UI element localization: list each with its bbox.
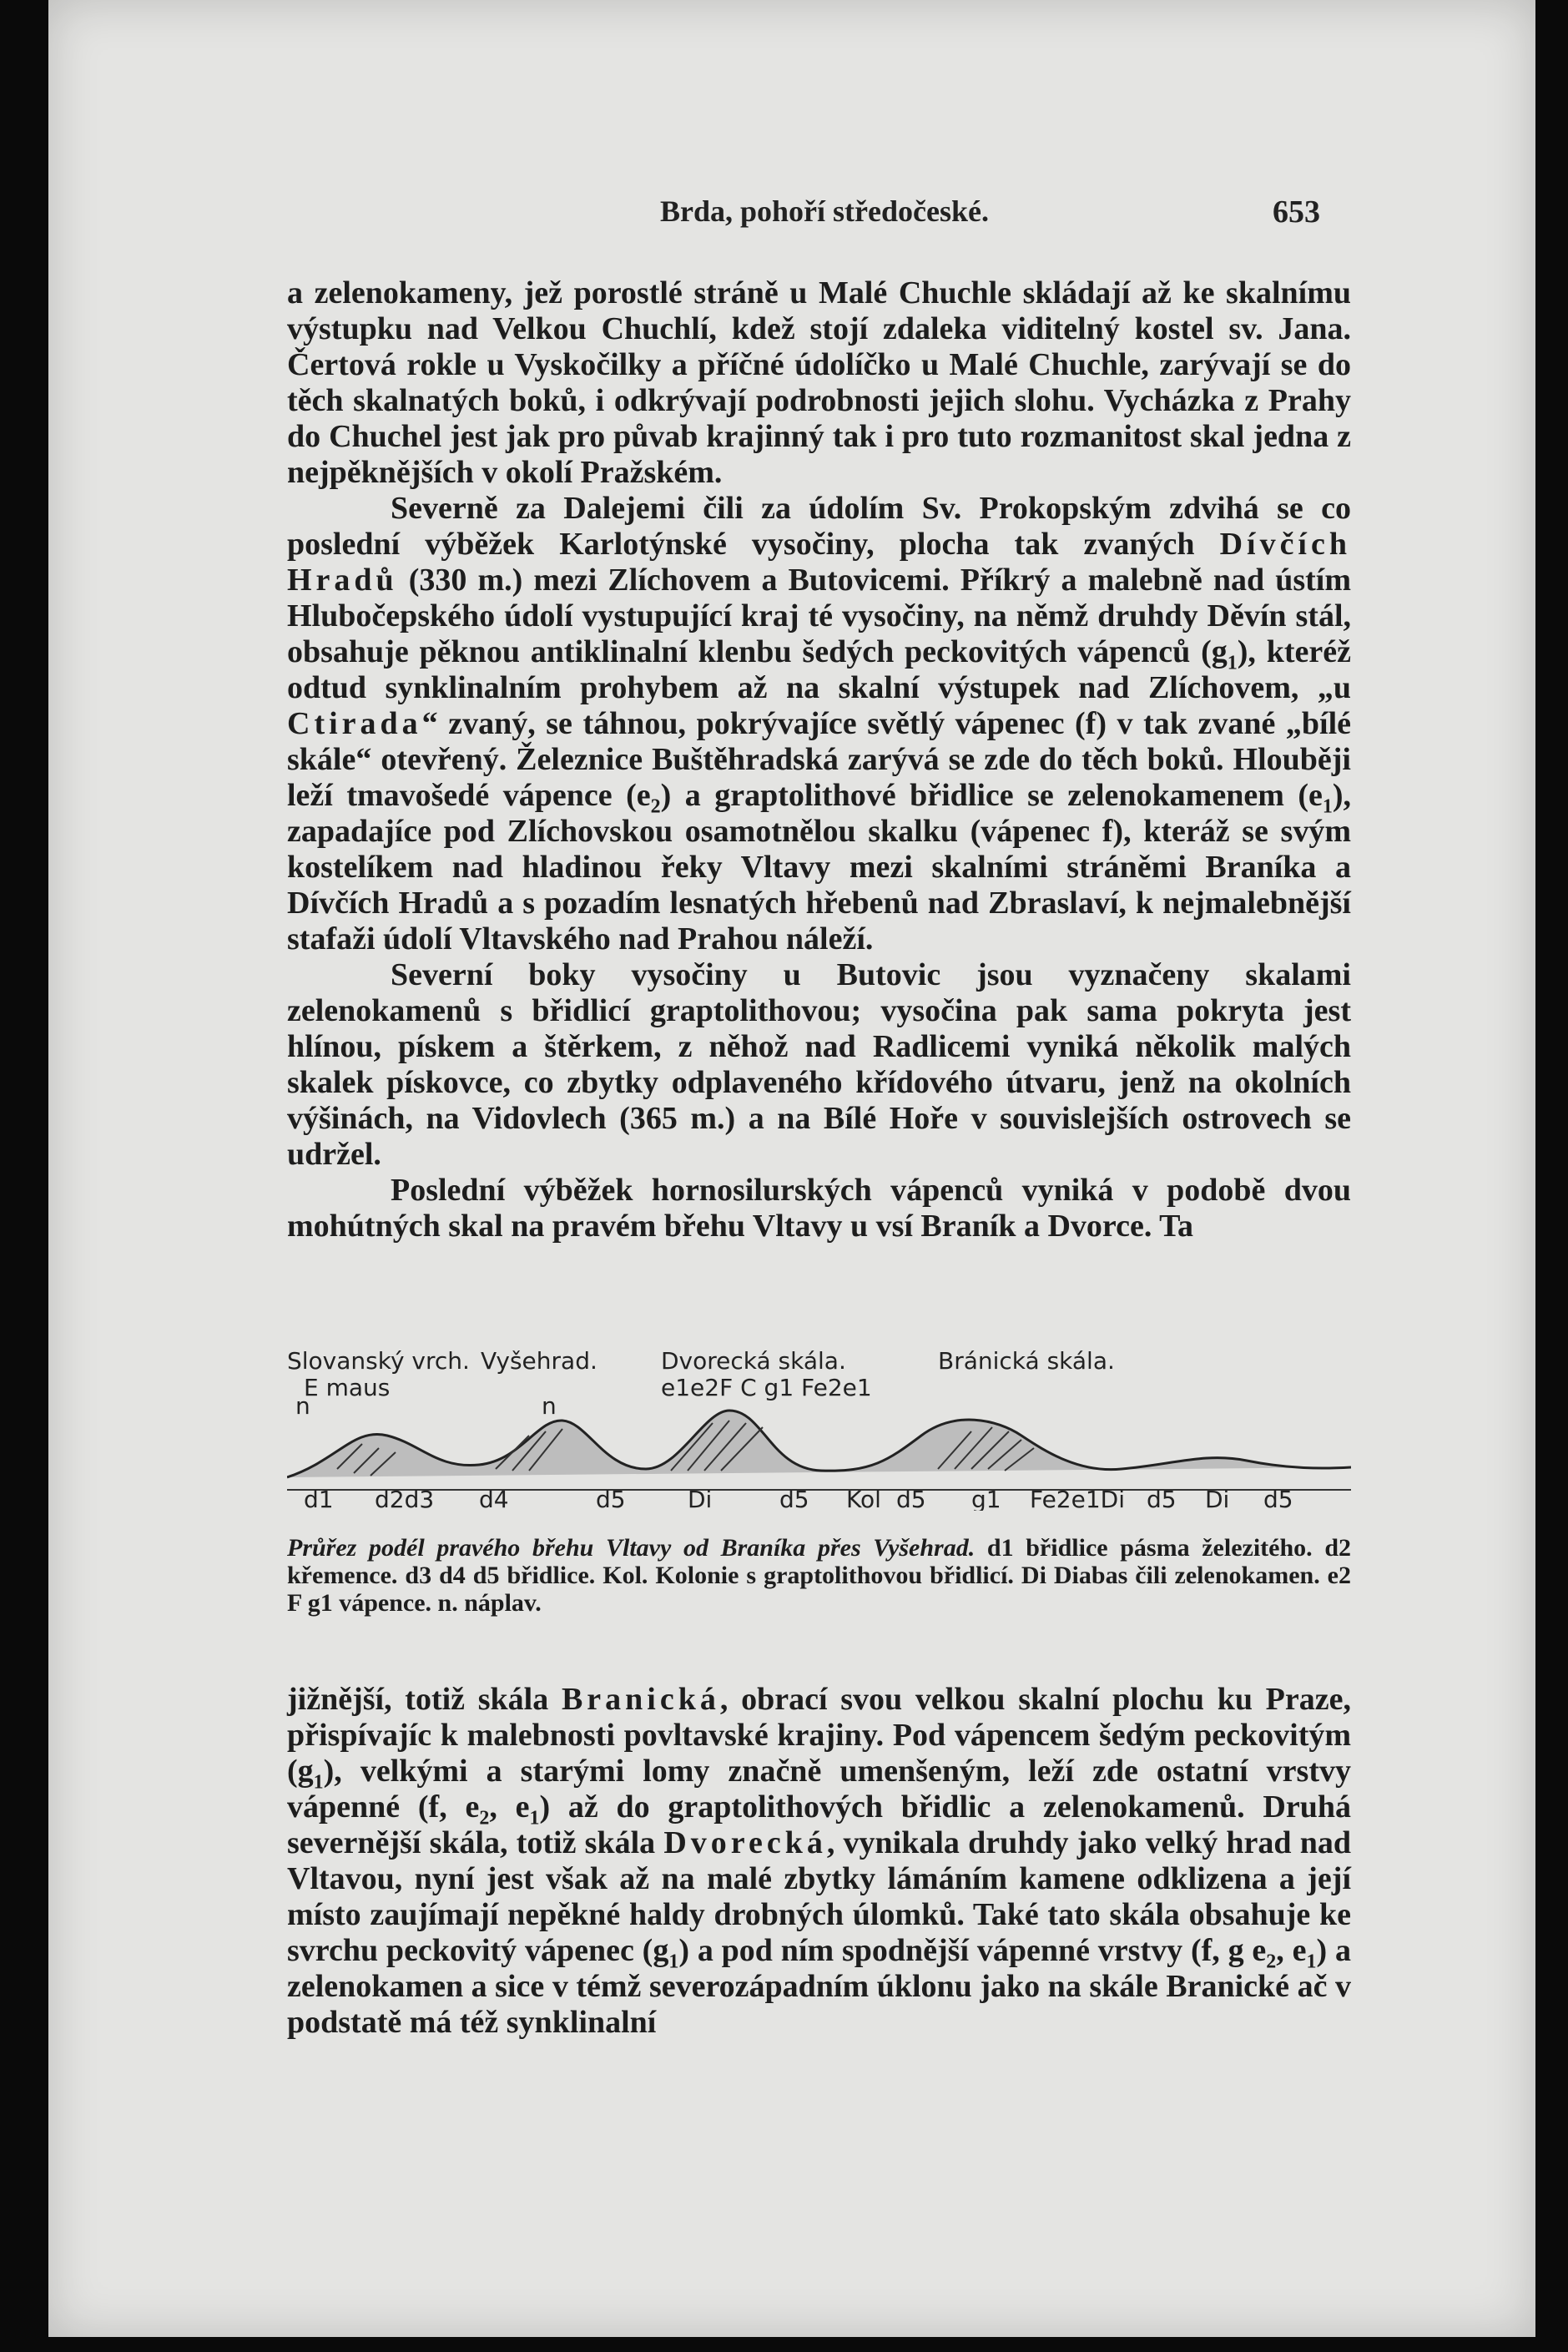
caption-title: Průřez podél pravého břehu Vltavy od Braníka přes Vyšehrad. [287,1534,976,1562]
svg-text:Kol: Kol [846,1486,881,1511]
page-number: 653 [1273,194,1320,230]
svg-text:d5: d5 [596,1486,626,1511]
book-page [48,0,1535,2337]
paragraph: Severně za Dalejemi čili za údolím Sv. Prokopským zdvihá se co poslední výběžek Karlotýnské vysočiny, plocha tak zvaných Dívčích Hradů (330 m.) mezi Zlíchovem a Butovicemi. Příkrý a malebně nad ústím Hlubočepského údolí vystupující kraj té vysočiny, na němž druhdy Děvín stál, obsahuje pěknou antiklinalní klenbu šedých peckovitých vápenců $(g_1)$, kteréž odtud synklinalním prohybem až na skalní výstupek nad Zlíchovem, „u Ctirada“ zvaný, se táhnou, pokrývajíce světlý vápenec (f) v tak zvané „bílé skále“ otevřený. Železnice Buštěhradská zarývá se zde do těch boků. Hlouběji leží tmavošedé vápence $(e_2)$ a graptolithové břidlice se zelenokamenem $(e_1)$, zapadajíce pod Zlíchovskou osamotnělou skalku (vápenec f), kteráž se svým kostelíkem nad hladinou řeky Vltavy mezi skalními stráněmi Braníka a Dívčích Hradů a s pozadím lesnatých hřebenů nad Zbraslaví, k nejmalebnější stafaži údolí Vltavského nad Prahou náleží. [287,491,1352,956]
svg-text:d5: d5 [1147,1486,1177,1511]
paragraph: jižnější, totiž skála Branická, obrací svou velkou skalní plochu ku Praze, přispívajíc k malebnosti povltavské krajiny. Pod vápencem šedým peckovitým $(g_1)$, velkými a starými lomy značně umenšeným, leží zde ostatní vrstvy vápenné (f, $e_2$, $e_1$) až do graptolithových břidlic a zelenokamenů. Druhá severnější skála, totiž skála Dvorecká, vynikala druhdy jako velký hrad nad Vltavou, nyní jest však až na malé zbytky lámáním kamene odklizena a její místo zaujímají nepěkné haldy drobných úlomků. Také tato skála obsahuje ke svrchu peckovitý vápenec $(g_1)$ a pod ním spodnější vápenné vrstvy (f, g $e_2$, $e_1$) a zelenokamen a sice v témž severozápadním úklonu jako na skále Branické ač v podstatě má též synklinalní [287,1682,1352,2040]
svg-text:d1: d1 [304,1486,334,1511]
caption-text: d1 břidlice pásma železitého. d2 křemence. d3 d4 d5 břidlice. Kol. Kolonie s graptolithovou břidlicí. Di Diabas čili zelenokamen. e2 F g1 vápence. n. náplav. [287,1534,1351,1617]
paragraph: a zelenokameny, jež porostlé stráně u Malé Chuchle skládají až ke skalnímu výstupku nad Velkou Chuchlí, kdež stojí zdaleka viditelný kostel sv. Jana. Čertová rokle u Vyskočilky a příčné údolíčko u Malé Chuchle, zarývají se do těch skalnatých boků, i odkrývají podrobnosti jejich slohu. Vycházka z Prahy do Chuchel jest jak pro půvab krajinný tak i pro tuto rozmanitost skal jedna z nejpěknějších v okolí Pražském. [287,275,1351,490]
figure-caption [287,1534,1351,1617]
svg-text:d5: d5 [779,1486,809,1511]
body-text-bottom [287,1682,1351,2041]
svg-text:d5: d5 [896,1486,926,1511]
cross-section-diagram [287,1344,1351,1511]
label-naplav: n [295,1392,310,1420]
label-naplav: n [542,1392,557,1420]
svg-text:d2d3: d2d3 [375,1486,435,1511]
body-text-top [287,275,1351,1244]
paragraph: Poslední výběžek hornosilurských vápenců vyniká v podobě dvou mohútných skal na pravém břehu Vltavy u vsí Braník a Dvorce. Ta [287,1173,1351,1244]
running-head: Brda, pohoří středočeské. [660,194,989,228]
label-vysehrad: Vyšehrad. [481,1347,597,1375]
label-slovansky-vrch: Slovanský vrch. [287,1347,470,1375]
terrain-profile [287,1411,1351,1477]
label-dvorecka-skala: Dvorecká skála. [661,1347,846,1375]
svg-text:Di: Di [1205,1486,1230,1511]
svg-text:Fe2e1Di: Fe2e1Di [1030,1486,1125,1511]
geologic-cross-section-figure [287,1344,1351,1511]
label-emaus: E maus [304,1374,391,1401]
svg-text:Di: Di [688,1486,713,1511]
svg-text:d4: d4 [479,1486,509,1511]
label-dvorecka-layers: e1e2F C g1 Fe2e1 [661,1374,872,1401]
svg-text:g1: g1 [971,1486,1001,1511]
paragraph: Severní boky vysočiny u Butovic jsou vyznačeny skalami zelenokamenů s břidlicí graptolithovou; vysočina pak sama pokryta jest hlínou, pískem a štěrkem, z něhož nad Radlicemi vyniká několik malých skalek pískovce, co zbytky odplaveného křídového útvaru, jenž na okolních výšinách, na Vidovlech (365 m.) a na Bílé Hoře v souvislejších ostrovech se udržel. [287,957,1351,1172]
label-branicka-skala: Bránická skála. [938,1347,1115,1375]
svg-text:d5: d5 [1263,1486,1293,1511]
